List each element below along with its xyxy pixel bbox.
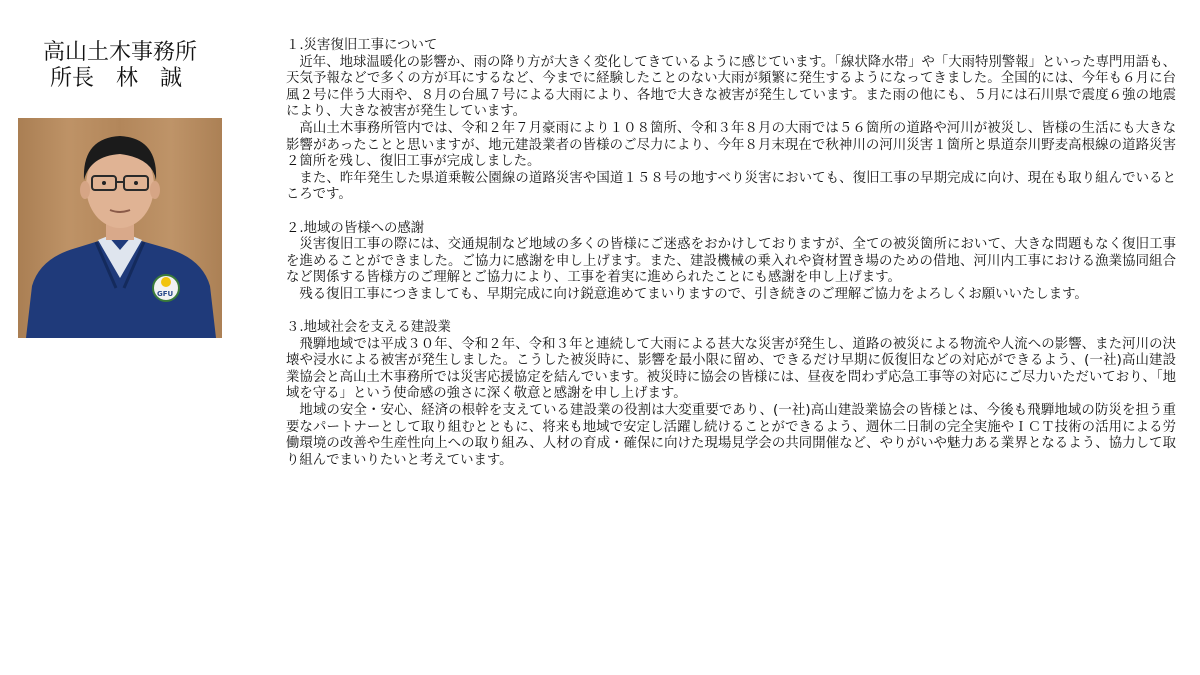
section-construction-industry: [286, 320, 1176, 469]
director-name: 林 誠: [116, 66, 183, 91]
paragraph: 近年、地球温暖化の影響か、雨の降り方が大きく変化してきているように感じています。「線状降水帯」や「大雨特別警報」といった専門用語も、天気予報などで多くの方が耳にするなど、今までに経験したことのない大雨が頻繁に発生するようになってきました。全国的には、今年も６月に台風２号に伴う大雨や、８月の台風７号による大雨により、各地で大きな被害が発生しています。また雨の他にも、５月には石川県で震度６強の地震により、大きな被害が発生しています。: [286, 54, 1176, 120]
office-name: 高山土木事務所: [42, 40, 197, 65]
message-body: [286, 38, 1176, 486]
section-thanks-to-community: [286, 221, 1176, 304]
author-panel: [18, 40, 222, 298]
section-disaster-recovery: [286, 38, 1176, 204]
paragraph: 残る復旧工事につきましても、早期完成に向け鋭意進めてまいりますので、引き続きのご理解ご協力をよろしくお願いいたします。: [299, 286, 1088, 302]
paragraph: 災害復旧工事の際には、交通規制など地域の多くの皆様にご迷惑をおかけしておりますが、全ての被災箇所において、大きな問題もなく復旧工事を進めることができました。ご協力に感謝を申し上げます。また、建設機械の乗入れや資材置き場のための借地、河川内工事における漁業協同組合など関係する皆様方のご理解とご協力により、工事を着実に進められたことにも感謝を申し上げます。: [286, 237, 1176, 286]
paragraph: 高山土木事務所管内では、令和２年７月豪雨により１０８箇所、令和３年８月の大雨では５６箇所の道路や河川が被災し、皆様の生活にも大きな影響があったことと思いますが、地元建設業者の皆様のご尽力により、今年８月末現在で秋神川の河川災害１箇所と県道奈川野麦高根線の道路災害２箇所を残し、復旧工事が完成しました。: [286, 120, 1176, 170]
section-heading: ２.地域の皆様への感謝: [286, 220, 425, 236]
paragraph: また、昨年発生した県道乗鞍公園線の道路災害や国道１５８号の地すべり災害においても、復旧工事の早期完成に向け、現在も取り組んでいるところです。: [286, 170, 1176, 203]
director-portrait: [18, 118, 222, 338]
portrait-photo-icon: [18, 118, 222, 338]
badge-label: GFU: [157, 290, 174, 298]
section-heading: １.災害復旧工事について: [286, 38, 438, 53]
section-heading: ３.地域社会を支える建設業: [286, 320, 451, 336]
paragraph: 地域の安全・安心、経済の根幹を支えている建設業の役割は大変重要であり、(一社)高山建設業協会の皆様とは、今後も飛騨地域の防災を担う重要なパートナーとして取り組むとともに、将来も地域で安定し活躍し続けることができるよう、週休二日制の完全実施やＩＣＴ技術の活用による労働環境の改善や生産性向上への取り組み、人材の育成・確保に向けた現場見学会の共同開催など、やりがいや魅力ある業界となるよう、協力して取り組んでまいりたいと考えています。: [286, 403, 1176, 468]
director-title: 所長: [50, 66, 95, 91]
director-line: [50, 66, 222, 92]
paragraph: 飛騨地域では平成３０年、令和２年、令和３年と連続して大雨による甚大な災害が発生し、道路の被災による物流や人流への影響、また河川の決壊や浸水による被害が発生しました。こうした被災時に、影響を最小限に留め、できるだけ早期に仮復旧などの対応ができるよう、(一社)高山建設業協会と高山土木事務所では災害応援協定を結んでいます。被災時に協会の皆様には、昼夜を問わず応急工事等の対応にご尽力いただいており、「地域を守る」という使命感の強さに深く敬意と感謝を申し上げます。: [286, 336, 1176, 402]
